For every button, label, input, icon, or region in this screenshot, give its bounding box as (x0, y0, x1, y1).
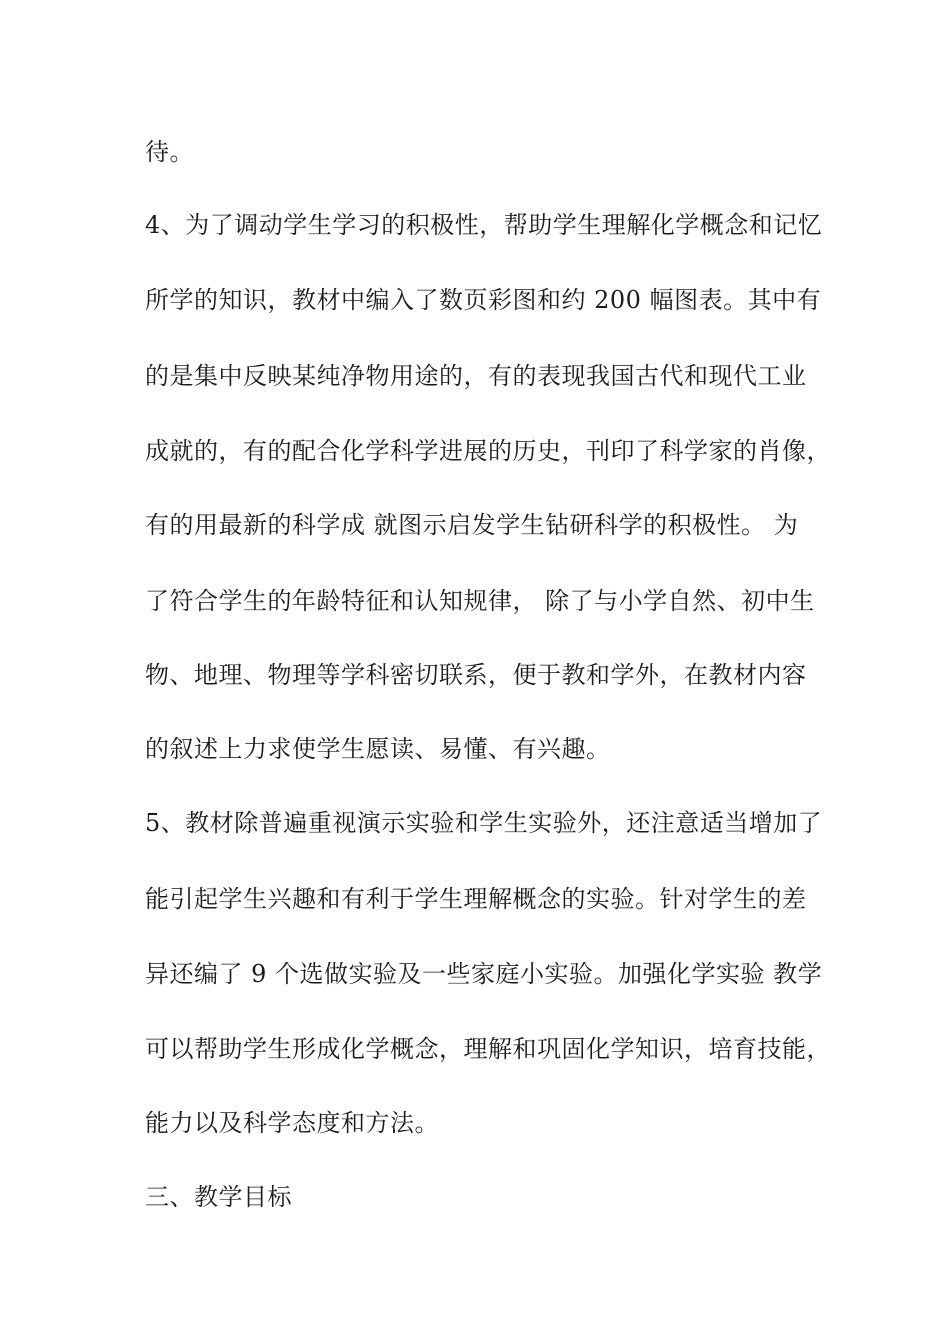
text-line: 的叙述上力求使学生愿读、易懂、有兴趣。 (145, 735, 611, 763)
text-line: 的是集中反映某纯净物用途的，有的表现我国古代和现代工业 (145, 362, 807, 390)
text-line: 所学的知识，教材中编入了数页彩图和约 200 幅图表。其中有 (145, 286, 822, 314)
text-line: 成就的，有的配合化学科学进展的历史，刊印了科学家的肖像， (145, 437, 831, 465)
section-heading: 三、教学目标 (145, 1183, 292, 1211)
text-line: 5、教材除普遍重视演示实验和学生实验外，还注意适当增加了 (145, 809, 823, 837)
text-line: 了符合学生的年龄特征和认知规律， 除了与小学自然、初中生 (145, 587, 815, 615)
text-line: 可以帮助学生形成化学概念，理解和巩固化学知识，培育技能， (145, 1035, 831, 1063)
text-line: 能力以及科学态度和方法。 (145, 1109, 439, 1137)
text-line: 4、为了调动学生学习的积极性，帮助学生理解化学概念和记忆 (145, 211, 823, 239)
text-line: 待。 (145, 138, 194, 166)
text-line: 异还编了 9 个选做实验及一些家庭小实验。加强化学实验 教学 (145, 960, 823, 988)
text-line: 有的用最新的科学成 就图示启发学生钻研科学的积极性。 为 (145, 511, 799, 539)
text-line: 物、地理、物理等学科密切联系，便于教和学外，在教材内容 (145, 661, 807, 689)
text-line: 能引起学生兴趣和有利于学生理解概念的实验。针对学生的差 (145, 885, 807, 913)
